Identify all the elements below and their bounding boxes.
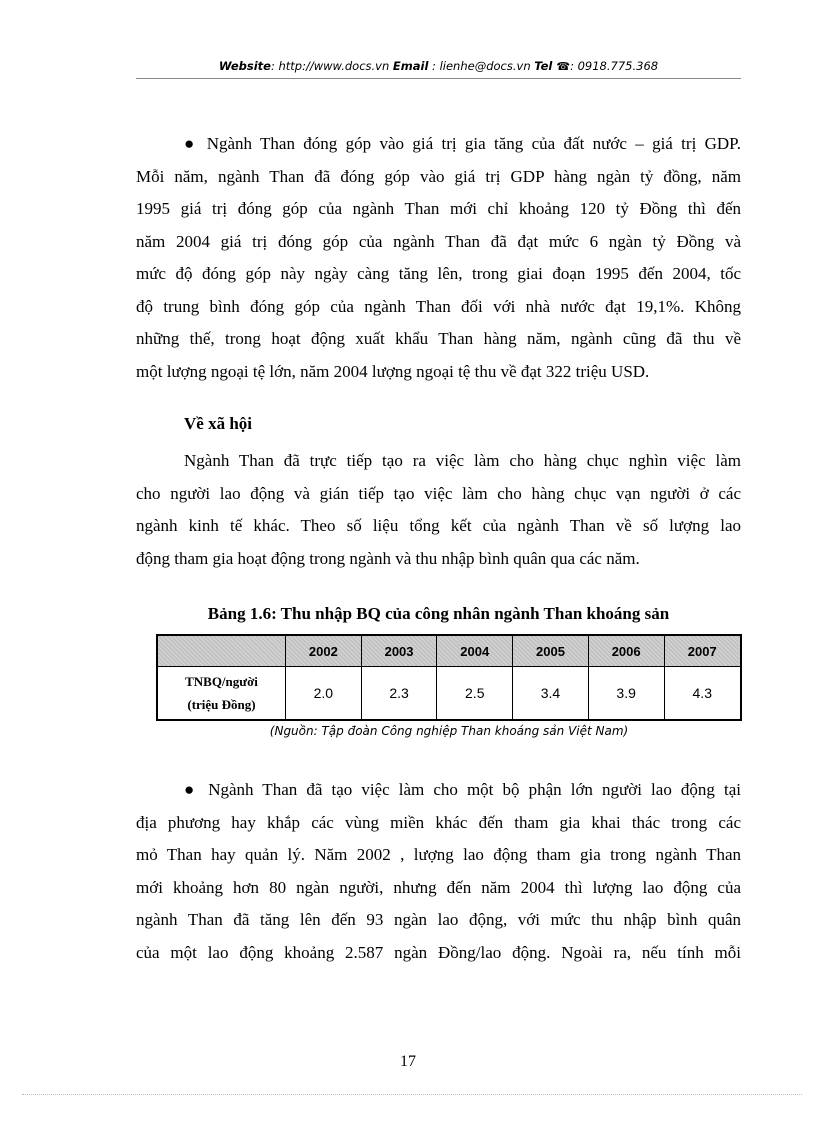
table-cell: 3.4 xyxy=(513,667,589,721)
year-header: 2004 xyxy=(437,635,513,667)
phone-icon: ☎ xyxy=(556,60,571,73)
year-header: 2003 xyxy=(361,635,437,667)
paragraph-line: ngành Than đã tăng lên đến 93 ngàn lao động, với mức thu nhập bình quân xyxy=(136,910,741,929)
table-caption: Bảng 1.6: Thu nhập BQ của công nhân ngành Than khoáng sản xyxy=(207,604,670,623)
table-header-row xyxy=(157,635,741,667)
paragraph-line: địa phương hay khắp các vùng miền khác đến tham gia khai thác trong các xyxy=(136,812,741,832)
table-cell: 2.0 xyxy=(286,667,362,721)
paragraph-social xyxy=(136,445,741,575)
year-header: 2007 xyxy=(664,635,741,667)
paragraph-gdp xyxy=(136,128,741,388)
row-label xyxy=(157,667,286,721)
row-label-line1: TNBQ/người xyxy=(185,674,258,689)
year-header: 2005 xyxy=(513,635,589,667)
row-label-line2: (triệu Đồng) xyxy=(187,697,256,712)
paragraph-line: mới khoảng hơn 80 ngàn người, nhưng đến năm 2004 thì lượng lao động của xyxy=(136,877,741,897)
email-label: Email xyxy=(392,59,429,73)
paragraph-line: độ trung bình đóng góp của ngành Than đối với nhà nước đạt 19,1%. Không xyxy=(136,296,741,316)
year-header: 2006 xyxy=(588,635,664,667)
paragraph-line: một lượng ngoại tệ lớn, năm 2004 lượng ngoại tệ thu về đạt 322 triệu USD. xyxy=(136,361,650,381)
page-bottom-rule xyxy=(22,1094,802,1095)
page-header xyxy=(136,59,741,73)
year-header: 2002 xyxy=(286,635,362,667)
tel-label: Tel xyxy=(534,59,557,73)
paragraph-line: ● Ngành Than đã tạo việc làm cho một bộ phận lớn người lao động tại xyxy=(184,780,741,799)
paragraph-line: 1995 giá trị đóng góp của ngành Than mới chỉ khoảng 120 tỷ Đồng thì đến xyxy=(136,199,741,218)
table-row xyxy=(157,667,741,721)
paragraph-line: mỏ Than hay quản lý. Năm 2002 , lượng lao động tham gia trong ngành Than xyxy=(136,845,741,864)
paragraph-line: cho người lao động và gián tiếp tạo việc làm cho hàng chục vạn người ở các xyxy=(136,483,741,503)
income-table xyxy=(156,634,742,721)
header-rule xyxy=(136,78,741,79)
paragraph-line: ● Ngành Than đóng góp vào giá trị gia tăng của đất nước – giá trị GDP. xyxy=(184,134,741,153)
table-cell: 2.5 xyxy=(437,667,513,721)
website-label: Website xyxy=(218,59,271,73)
paragraph-line: những thế, trong hoạt động xuất khẩu Than hàng năm, ngành cũng đã thu về xyxy=(136,329,741,348)
paragraph-line: Ngành Than đã trực tiếp tạo ra việc làm cho hàng chục nghìn việc làm xyxy=(184,451,741,470)
paragraph-line: ngành kinh tế khác. Theo số liệu tổng kết của ngành Than về số lượng lao xyxy=(136,516,741,535)
paragraph-line: Mỗi năm, ngành Than đã đóng góp vào giá trị GDP hàng ngàn tỷ đồng, năm xyxy=(136,166,741,186)
table-corner-cell xyxy=(157,635,286,667)
page-number: 17 xyxy=(400,1053,416,1070)
section-heading: Về xã hội xyxy=(184,414,252,433)
table-source: (Nguồn: Tập đoàn Công nghiệp Than khoáng sản Việt Nam) xyxy=(269,724,629,738)
email-value: : lienhe@docs.vn xyxy=(428,59,535,73)
table-cell: 3.9 xyxy=(588,667,664,721)
paragraph-line: mức độ đóng góp này ngày càng tăng lên, trong giai đoạn 1995 đến 2004, tốc xyxy=(136,264,741,283)
table-cell: 2.3 xyxy=(361,667,437,721)
paragraph-employment xyxy=(136,774,741,969)
paragraph-line: động tham gia hoạt động trong ngành và thu nhập bình quân qua các năm. xyxy=(136,548,640,568)
paragraph-line: của một lao động khoảng 2.587 ngàn Đồng/lao động. Ngoài ra, nếu tính mỗi xyxy=(136,942,741,962)
table-cell: 4.3 xyxy=(664,667,741,721)
website-value: : http://www.docs.vn xyxy=(270,59,393,73)
tel-value: : 0918.775.368 xyxy=(570,59,659,73)
paragraph-line: năm 2004 giá trị đóng góp của ngành Than đã đạt mức 6 ngàn tỷ Đồng và xyxy=(136,231,741,251)
